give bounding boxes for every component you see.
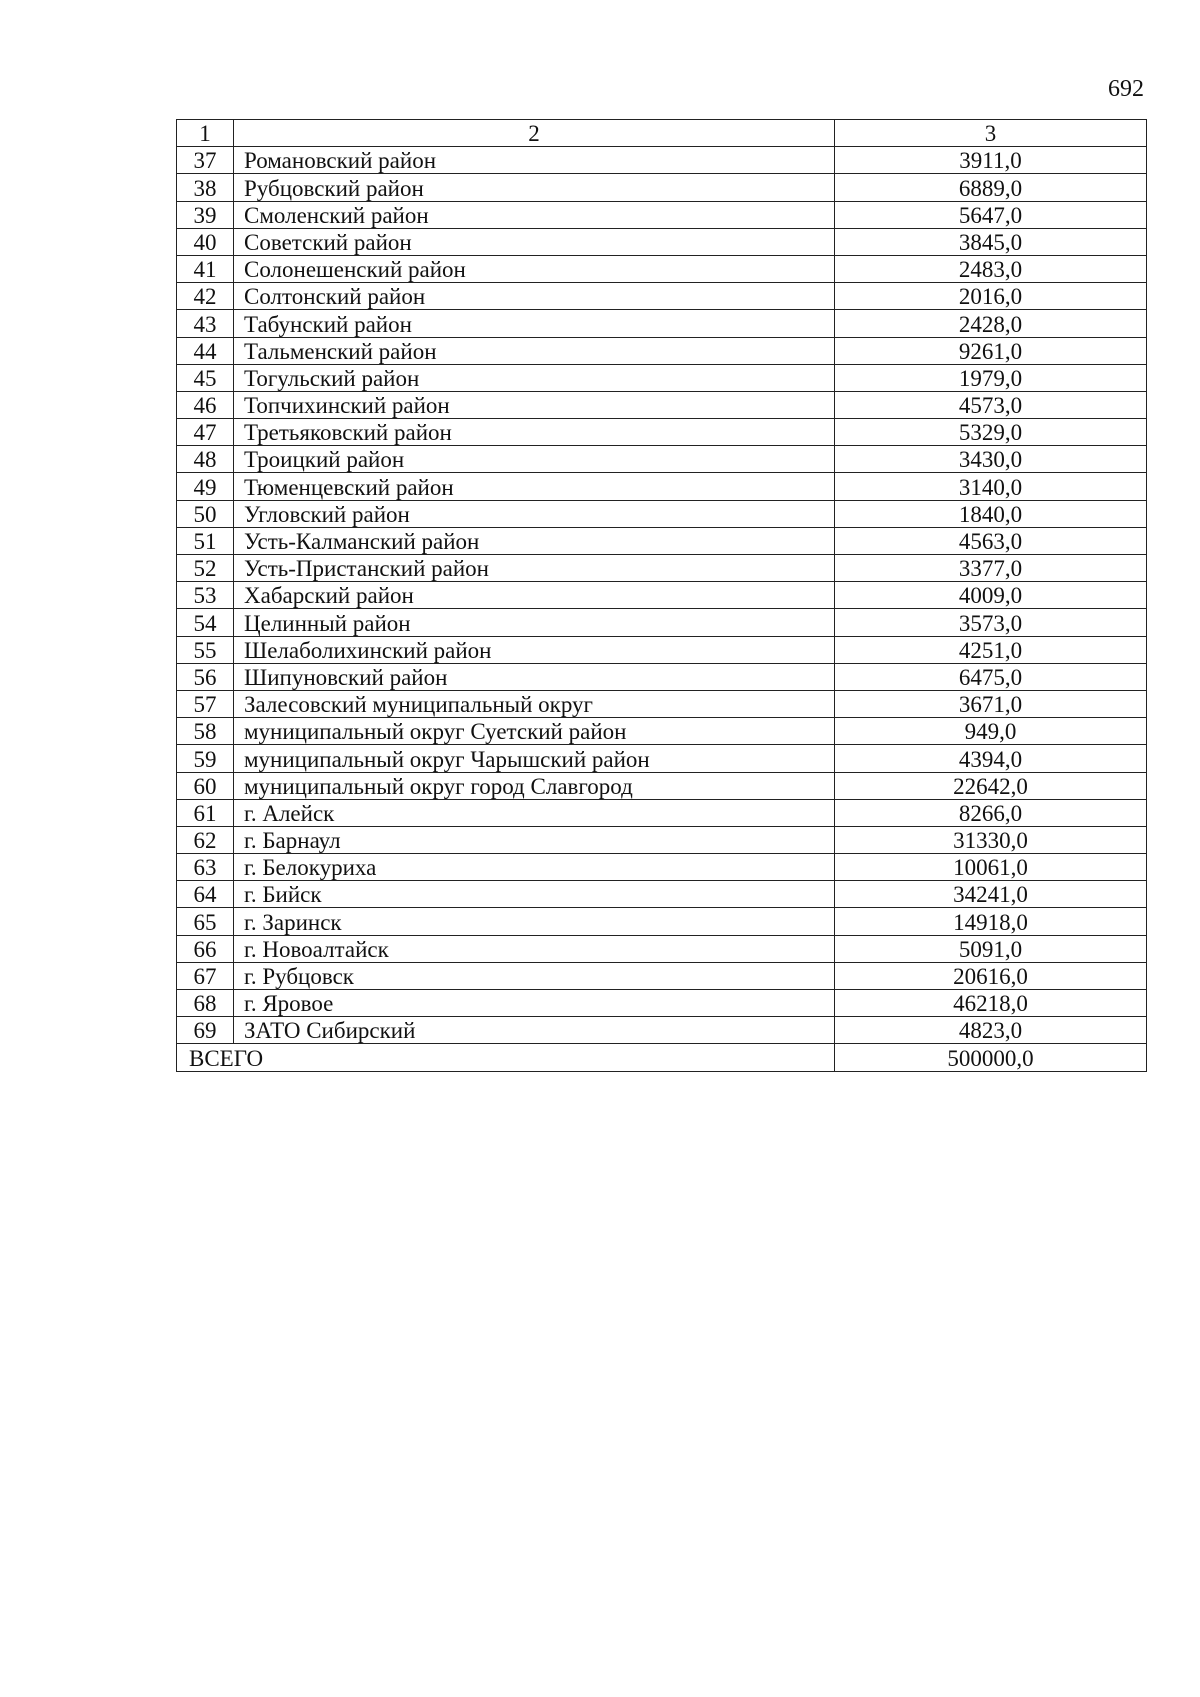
table-row [177, 582, 1147, 609]
municipality-name-cell: Усть-Калманский район [234, 527, 835, 554]
allocation-table [176, 119, 1147, 1072]
row-number-cell: 43 [177, 310, 234, 337]
row-number-cell: 62 [177, 826, 234, 853]
municipality-name-cell: Тальменский район [234, 337, 835, 364]
amount-cell: 2428,0 [835, 310, 1147, 337]
amount-cell: 6475,0 [835, 663, 1147, 690]
row-number-cell: 60 [177, 772, 234, 799]
row-number-cell: 46 [177, 391, 234, 418]
row-number-cell: 64 [177, 881, 234, 908]
table-row [177, 391, 1147, 418]
table-row [177, 1017, 1147, 1044]
municipality-name-cell: Солтонский район [234, 283, 835, 310]
municipality-name-cell: Третьяковский район [234, 419, 835, 446]
table-row [177, 283, 1147, 310]
amount-cell: 3845,0 [835, 228, 1147, 255]
table-row [177, 310, 1147, 337]
amount-cell: 34241,0 [835, 881, 1147, 908]
table-header-row [177, 120, 1147, 147]
column-header-number: 1 [177, 120, 234, 147]
amount-cell: 8266,0 [835, 799, 1147, 826]
table-row [177, 772, 1147, 799]
amount-cell: 5647,0 [835, 201, 1147, 228]
municipality-name-cell: муниципальный округ Суетский район [234, 718, 835, 745]
table-body [177, 120, 1147, 1072]
table-row [177, 636, 1147, 663]
row-number-cell: 67 [177, 962, 234, 989]
municipality-name-cell: Смоленский район [234, 201, 835, 228]
municipality-name-cell: муниципальный округ город Славгород [234, 772, 835, 799]
amount-cell: 4573,0 [835, 391, 1147, 418]
table-row [177, 255, 1147, 282]
table-row [177, 881, 1147, 908]
table-row [177, 690, 1147, 717]
amount-cell: 4394,0 [835, 745, 1147, 772]
municipality-name-cell: г. Алейск [234, 799, 835, 826]
municipality-name-cell: г. Яровое [234, 990, 835, 1017]
table-row [177, 609, 1147, 636]
table-row [177, 555, 1147, 582]
amount-cell: 5091,0 [835, 935, 1147, 962]
row-number-cell: 54 [177, 609, 234, 636]
municipality-name-cell: Хабарский район [234, 582, 835, 609]
table-row [177, 718, 1147, 745]
table-row [177, 799, 1147, 826]
amount-cell: 3377,0 [835, 555, 1147, 582]
table-row [177, 201, 1147, 228]
municipality-name-cell: Троицкий район [234, 446, 835, 473]
row-number-cell: 55 [177, 636, 234, 663]
amount-cell: 6889,0 [835, 174, 1147, 201]
amount-cell: 14918,0 [835, 908, 1147, 935]
table-row [177, 962, 1147, 989]
table-row [177, 364, 1147, 391]
amount-cell: 3671,0 [835, 690, 1147, 717]
amount-cell: 10061,0 [835, 854, 1147, 881]
row-number-cell: 65 [177, 908, 234, 935]
municipality-name-cell: Романовский район [234, 147, 835, 174]
municipality-name-cell: Тогульский район [234, 364, 835, 391]
table-row [177, 826, 1147, 853]
table-row [177, 500, 1147, 527]
amount-cell: 3140,0 [835, 473, 1147, 500]
row-number-cell: 51 [177, 527, 234, 554]
row-number-cell: 42 [177, 283, 234, 310]
page-number: 692 [1108, 76, 1144, 102]
row-number-cell: 39 [177, 201, 234, 228]
column-header-name: 2 [234, 120, 835, 147]
row-number-cell: 38 [177, 174, 234, 201]
row-number-cell: 66 [177, 935, 234, 962]
municipality-name-cell: Солонешенский район [234, 255, 835, 282]
row-number-cell: 37 [177, 147, 234, 174]
total-value: 500000,0 [835, 1044, 1147, 1071]
row-number-cell: 58 [177, 718, 234, 745]
table-row [177, 663, 1147, 690]
amount-cell: 22642,0 [835, 772, 1147, 799]
row-number-cell: 45 [177, 364, 234, 391]
amount-cell: 46218,0 [835, 990, 1147, 1017]
table-row [177, 935, 1147, 962]
municipality-name-cell: Усть-Пристанский район [234, 555, 835, 582]
row-number-cell: 59 [177, 745, 234, 772]
row-number-cell: 49 [177, 473, 234, 500]
municipality-name-cell: г. Рубцовск [234, 962, 835, 989]
table-row [177, 745, 1147, 772]
table-row [177, 174, 1147, 201]
row-number-cell: 61 [177, 799, 234, 826]
amount-cell: 4823,0 [835, 1017, 1147, 1044]
total-row [177, 1044, 1147, 1071]
column-header-value: 3 [835, 120, 1147, 147]
municipality-name-cell: Топчихинский район [234, 391, 835, 418]
row-number-cell: 69 [177, 1017, 234, 1044]
municipality-name-cell: Табунский район [234, 310, 835, 337]
amount-cell: 2483,0 [835, 255, 1147, 282]
amount-cell: 4009,0 [835, 582, 1147, 609]
municipality-name-cell: Шелаболихинский район [234, 636, 835, 663]
row-number-cell: 50 [177, 500, 234, 527]
amount-cell: 1979,0 [835, 364, 1147, 391]
amount-cell: 1840,0 [835, 500, 1147, 527]
total-label: ВСЕГО [177, 1044, 835, 1071]
amount-cell: 3430,0 [835, 446, 1147, 473]
amount-cell: 31330,0 [835, 826, 1147, 853]
municipality-name-cell: Целинный район [234, 609, 835, 636]
row-number-cell: 68 [177, 990, 234, 1017]
municipality-name-cell: Советский район [234, 228, 835, 255]
municipality-name-cell: ЗАТО Сибирский [234, 1017, 835, 1044]
municipality-name-cell: г. Новоалтайск [234, 935, 835, 962]
table-row [177, 337, 1147, 364]
table-row [177, 473, 1147, 500]
table-row [177, 147, 1147, 174]
amount-cell: 3573,0 [835, 609, 1147, 636]
row-number-cell: 47 [177, 419, 234, 446]
municipality-name-cell: г. Барнаул [234, 826, 835, 853]
amount-cell: 20616,0 [835, 962, 1147, 989]
table-row [177, 228, 1147, 255]
municipality-name-cell: муниципальный округ Чарышский район [234, 745, 835, 772]
row-number-cell: 53 [177, 582, 234, 609]
municipality-name-cell: Залесовский муниципальный округ [234, 690, 835, 717]
row-number-cell: 63 [177, 854, 234, 881]
row-number-cell: 48 [177, 446, 234, 473]
municipality-name-cell: Шипуновский район [234, 663, 835, 690]
table-row [177, 990, 1147, 1017]
municipality-name-cell: Угловский район [234, 500, 835, 527]
municipality-name-cell: г. Белокуриха [234, 854, 835, 881]
amount-cell: 4251,0 [835, 636, 1147, 663]
row-number-cell: 57 [177, 690, 234, 717]
amount-cell: 5329,0 [835, 419, 1147, 446]
amount-cell: 9261,0 [835, 337, 1147, 364]
table-row [177, 446, 1147, 473]
amount-cell: 2016,0 [835, 283, 1147, 310]
row-number-cell: 44 [177, 337, 234, 364]
amount-cell: 949,0 [835, 718, 1147, 745]
municipality-name-cell: г. Заринск [234, 908, 835, 935]
table-row [177, 527, 1147, 554]
municipality-name-cell: Тюменцевский район [234, 473, 835, 500]
municipality-name-cell: Рубцовский район [234, 174, 835, 201]
municipality-name-cell: г. Бийск [234, 881, 835, 908]
table-row [177, 419, 1147, 446]
amount-cell: 3911,0 [835, 147, 1147, 174]
row-number-cell: 41 [177, 255, 234, 282]
row-number-cell: 52 [177, 555, 234, 582]
table-row [177, 854, 1147, 881]
table-row [177, 908, 1147, 935]
amount-cell: 4563,0 [835, 527, 1147, 554]
row-number-cell: 40 [177, 228, 234, 255]
row-number-cell: 56 [177, 663, 234, 690]
